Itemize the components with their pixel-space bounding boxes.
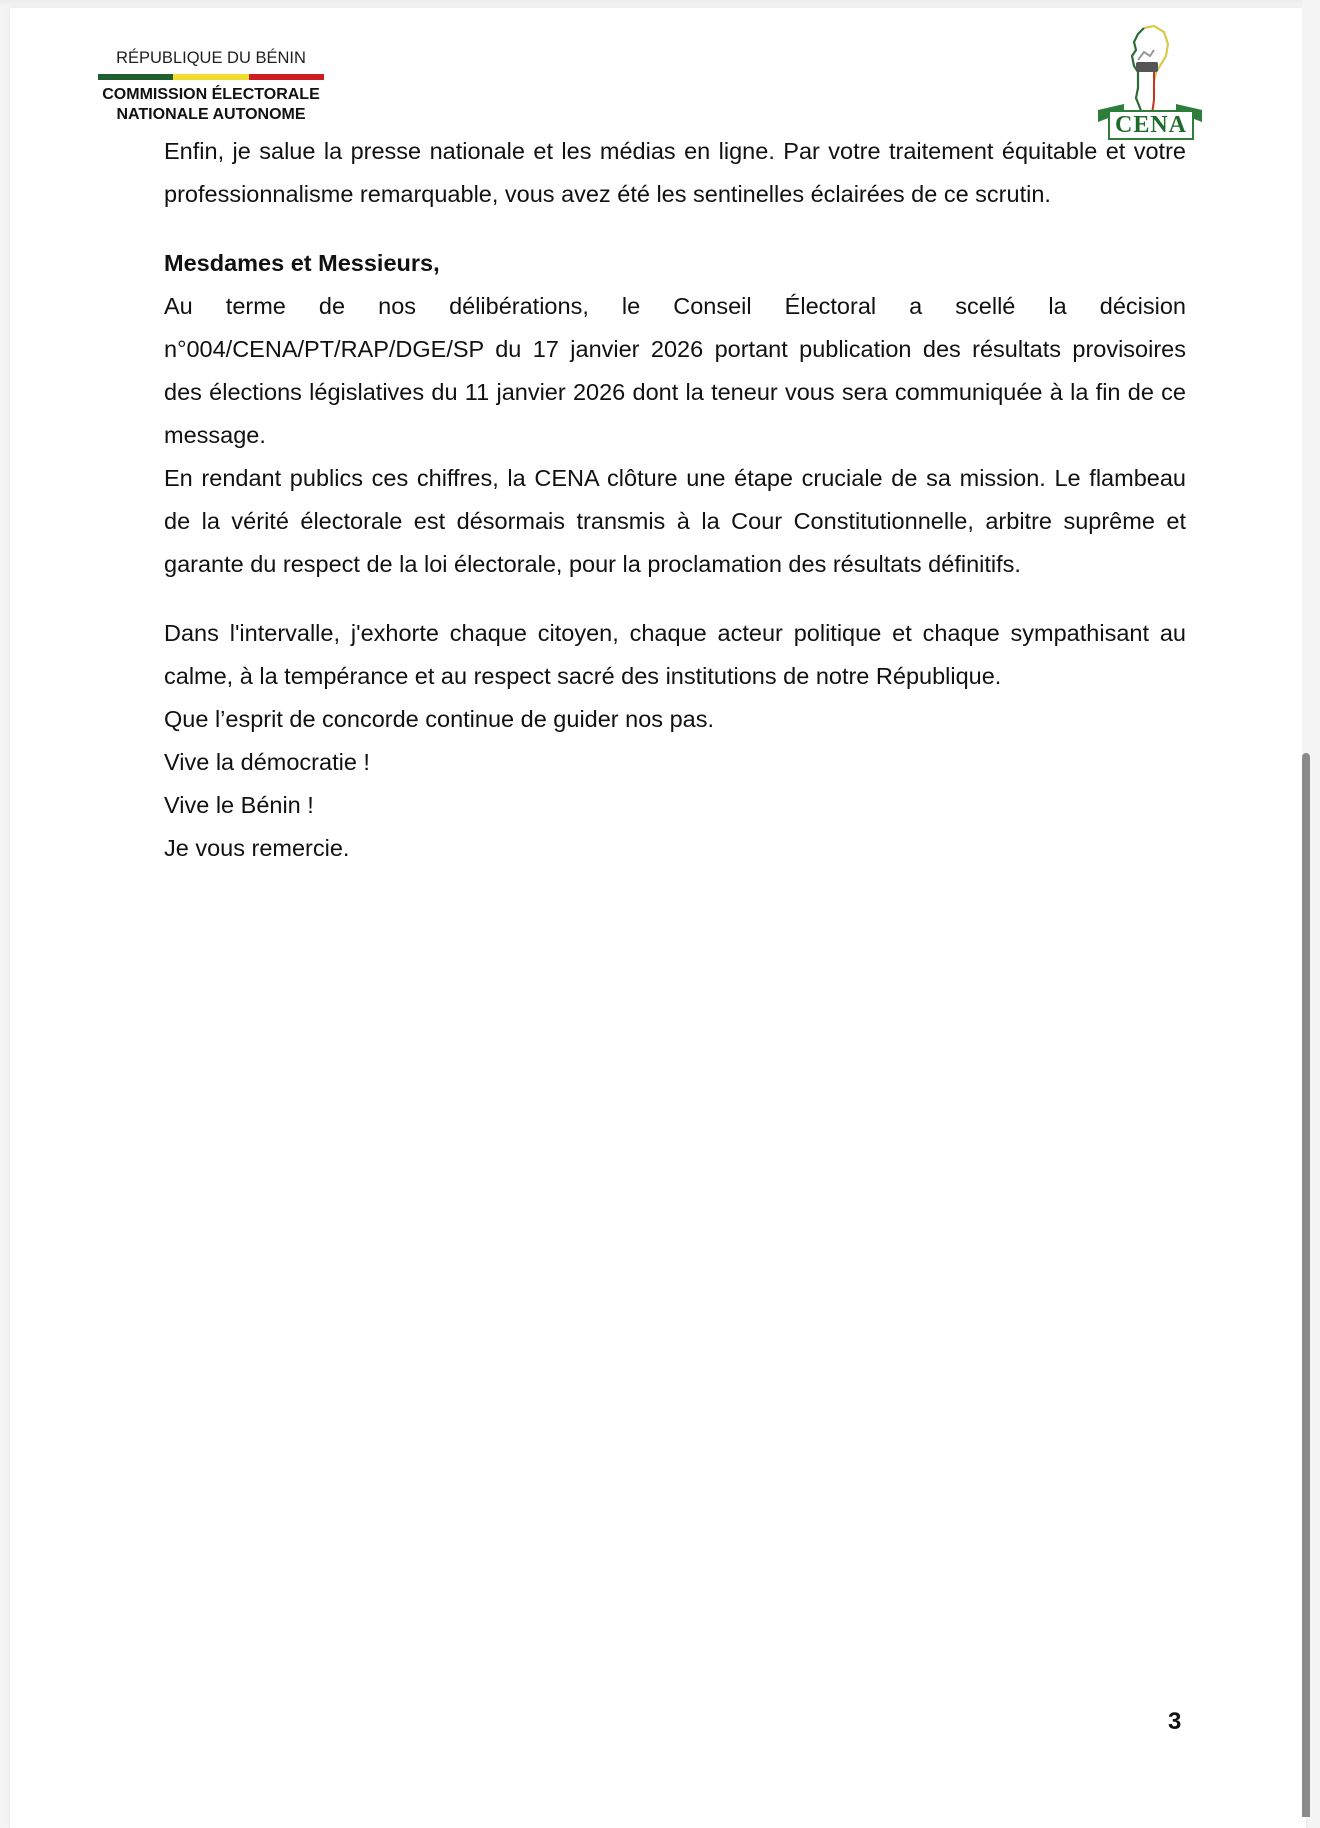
flag-color-bar xyxy=(98,74,324,80)
document-body xyxy=(164,130,1186,870)
scrollbar-thumb[interactable] xyxy=(1302,753,1310,1817)
flag-green-stripe xyxy=(98,74,173,80)
salutation: Mesdames et Messieurs, xyxy=(164,250,440,276)
line-vive-benin: Vive le Bénin ! xyxy=(164,792,314,818)
line-vive-democratie: Vive la démocratie ! xyxy=(164,749,370,775)
line-concorde: Que l’esprit de concorde continue de guider nos pas. xyxy=(164,706,714,732)
commission-name-line1: COMMISSION ÉLECTORALE xyxy=(102,86,320,103)
page-number: 3 xyxy=(1168,1708,1182,1735)
republic-title: RÉPUBLIQUE DU BÉNIN xyxy=(116,49,306,67)
commission-name-line2: NATIONALE AUTONOME xyxy=(116,106,306,123)
line-thanks: Je vous remercie. xyxy=(164,835,350,861)
paragraph-press-thanks: Enfin, je salue la presse nationale et les médias en ligne. Par votre traitement équitable et votre professionnalisme remarquable, vous avez été les sentinelles éclairées de ce scrutin. xyxy=(164,138,1186,207)
paragraph-calm: Dans l'intervalle, j'exhorte chaque citoyen, chaque acteur politique et chaque sympathisant au calme, à la tempérance et au respect sacré des institutions de notre République. xyxy=(164,620,1186,689)
institution-header xyxy=(98,48,324,125)
flag-yellow-stripe xyxy=(173,74,248,80)
window-top-edge xyxy=(0,0,1320,8)
cena-logo xyxy=(1094,22,1206,140)
paragraph-figures: En rendant publics ces chiffres, la CENA clôture une étape cruciale de sa mission. Le flambeau de la vérité électorale est désormais transmis à la Cour Constitutionnelle, arbitre suprême et garante du respect de la loi électorale, pour la proclamation des résultats définitifs. xyxy=(164,465,1186,577)
paragraph-decision: Au terme de nos délibérations, le Conseil Électoral a scellé la décision n°004/CENA/PT/RAP/DGE/SP du 17 janvier 2026 portant publication des résultats provisoires des élections législatives du 11 janvier 2026 dont la teneur vous sera communiquée à la fin de ce message. xyxy=(164,293,1186,448)
flag-red-stripe xyxy=(249,74,324,80)
cena-logo-text: CENA xyxy=(1108,110,1194,140)
